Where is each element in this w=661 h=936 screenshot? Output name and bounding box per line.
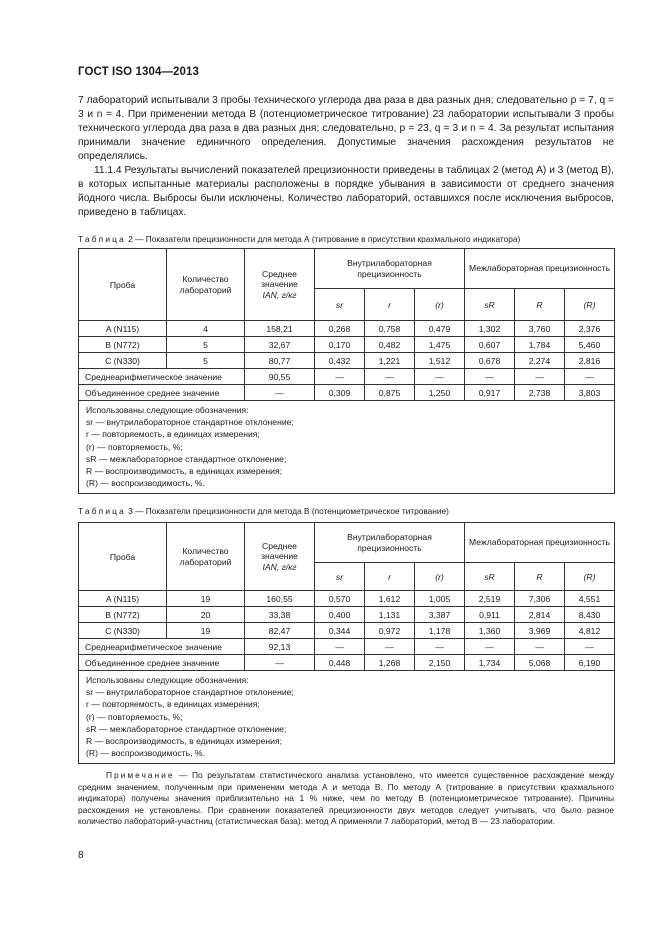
table-row: B (N772) 20 33,38 0,400 1,131 3,387 0,911 2,814 8,430	[79, 607, 615, 623]
table-row-average: Среднеарифметическое значение 90,55 — — — — — —	[79, 369, 615, 385]
table-row: C (N330) 5 80,77 0,432 1,221 1,512 0,678 2,274 2,816	[79, 353, 615, 369]
table2	[78, 248, 615, 494]
header-mean: Среднее значение IAN, г/кг	[245, 249, 315, 321]
header-within: Внутрилабораторная прецизионность	[315, 249, 465, 289]
header-sR: sR	[465, 563, 515, 591]
table2-caption: Таблица 2 — Показатели прецизионности для метода А (титрование в присутствии крахмального индикатора)	[78, 234, 521, 244]
table3-legend: Использованы следующие обозначения: sr — внутрилабораторное стандартное отклонение; r — повторяемость, в единицах измерения; (r) — повторяемость, %; sR — межлабораторное стандартное отклонение; R — воспроизводимость, в единицах измерения; (R) — воспроизводимость, %.	[79, 671, 615, 764]
table-row: B (N772) 5 32,67 0,170 0,482 1,475 0,607 1,784 5,460	[79, 337, 615, 353]
header-within: Внутрилабораторная прецизионность	[315, 523, 465, 563]
note-label: Примечание	[106, 770, 175, 780]
header-R: R	[515, 289, 565, 321]
table-row-pooled: Объединенное среднее значение — 0,309 0,875 1,250 0,917 2,738 3,803	[79, 385, 615, 401]
table-row-pooled: Объединенное среднее значение — 0,448 1,268 2,150 1,734 5,068 6,190	[79, 655, 615, 671]
intro-text	[78, 94, 614, 220]
table-row: A (N115) 19 160,55 0,570 1,612 1,005 2,519 7,306 4,551	[79, 591, 615, 607]
intro-paragraph-2: 11.1.4 Результаты вычислений показателей прецизионности приведены в таблицах 2 (метод А) и 3 (метод В), в которых испытанные материалы расположены в порядке убывания в зависимости от среднего значения йодного числа. Выбросы были исключены. Количество лабораторий, оставшихся после исключения выбросов, приведено в таблицах.	[78, 165, 614, 218]
note-text: — По результатам статистического анализа установлено, что имеется существенное расхождение между средним значением, полученным при применении метода А и метода В. По методу А (титрование в присутствии крахмального индикатора) получены значения приблизительно на 1 % ниже, чем по методу В (потенциометрическое титрование). Причины расхождения не установлены. При сравнении показателей прецизионности двух методов следует учитывать, что было разное количество лабораторий-участниц (статистическая база): метод А применяли 7 лабораторий, метод В — 23 лаборатории.	[78, 770, 615, 826]
header-labs: Количество лабораторий	[167, 249, 245, 321]
header-rp: (r)	[415, 563, 465, 591]
header-R: R	[515, 563, 565, 591]
table2-legend: Использованы следующие обозначения: sr — внутрилабораторное стандартное отклонение; r — повторяемость, в единицах измерения; (r) — повторяемость, %; sR — межлабораторное стандартное отклонение; R — воспроизводимость, в единицах измерения; (R) — воспроизводимость, %.	[79, 401, 615, 494]
header-sr: sr	[315, 563, 365, 591]
table-row-average: Среднеарифметическое значение 92,13 — — — — — —	[79, 639, 615, 655]
table3	[78, 522, 615, 764]
header-r: r	[365, 563, 415, 591]
page-number: 8	[78, 850, 84, 861]
header-sample: Проба	[79, 249, 167, 321]
header-Rp: (R)	[565, 563, 615, 591]
table3-caption: Таблица 3 — Показатели прецизионности для метода В (потенциометрическое титрование)	[78, 506, 449, 516]
header-rp: (r)	[415, 289, 465, 321]
header-sample: Проба	[79, 523, 167, 591]
page-title: ГОСТ ISO 1304—2013	[78, 66, 200, 78]
header-Rp: (R)	[565, 289, 615, 321]
header-between: Межлабораторная прецизионность	[465, 249, 615, 289]
header-r: r	[365, 289, 415, 321]
table-row: A (N115) 4 158,21 0,268 0,758 0,479 1,302 3,760 2,376	[79, 321, 615, 337]
header-labs: Количество лабораторий	[167, 523, 245, 591]
header-between: Межлабораторная прецизионность	[465, 523, 615, 563]
header-sR: sR	[465, 289, 515, 321]
intro-paragraph-1: 7 лабораторий испытывали 3 пробы технического углерода два раза в два разных дня; следовательно p = 7, q = 3 и n = 4. При применении метода В (потенциометрическое титрование) 23 лаборатории испытывали 3 пробы технического углерода два раза в два разных дня; следовательно, p = 23, q = 3 и n = 4. За результат испытания принимали значение единичного определения. Допустимые значения расхождения результатов не определялись.	[78, 95, 614, 162]
header-mean: Среднее значение IAN, г/кг	[245, 523, 315, 591]
header-sr: sr	[315, 289, 365, 321]
table-row: C (N330) 19 82,47 0,344 0,972 1,178 1,360 3,969 4,812	[79, 623, 615, 639]
note	[78, 770, 614, 828]
